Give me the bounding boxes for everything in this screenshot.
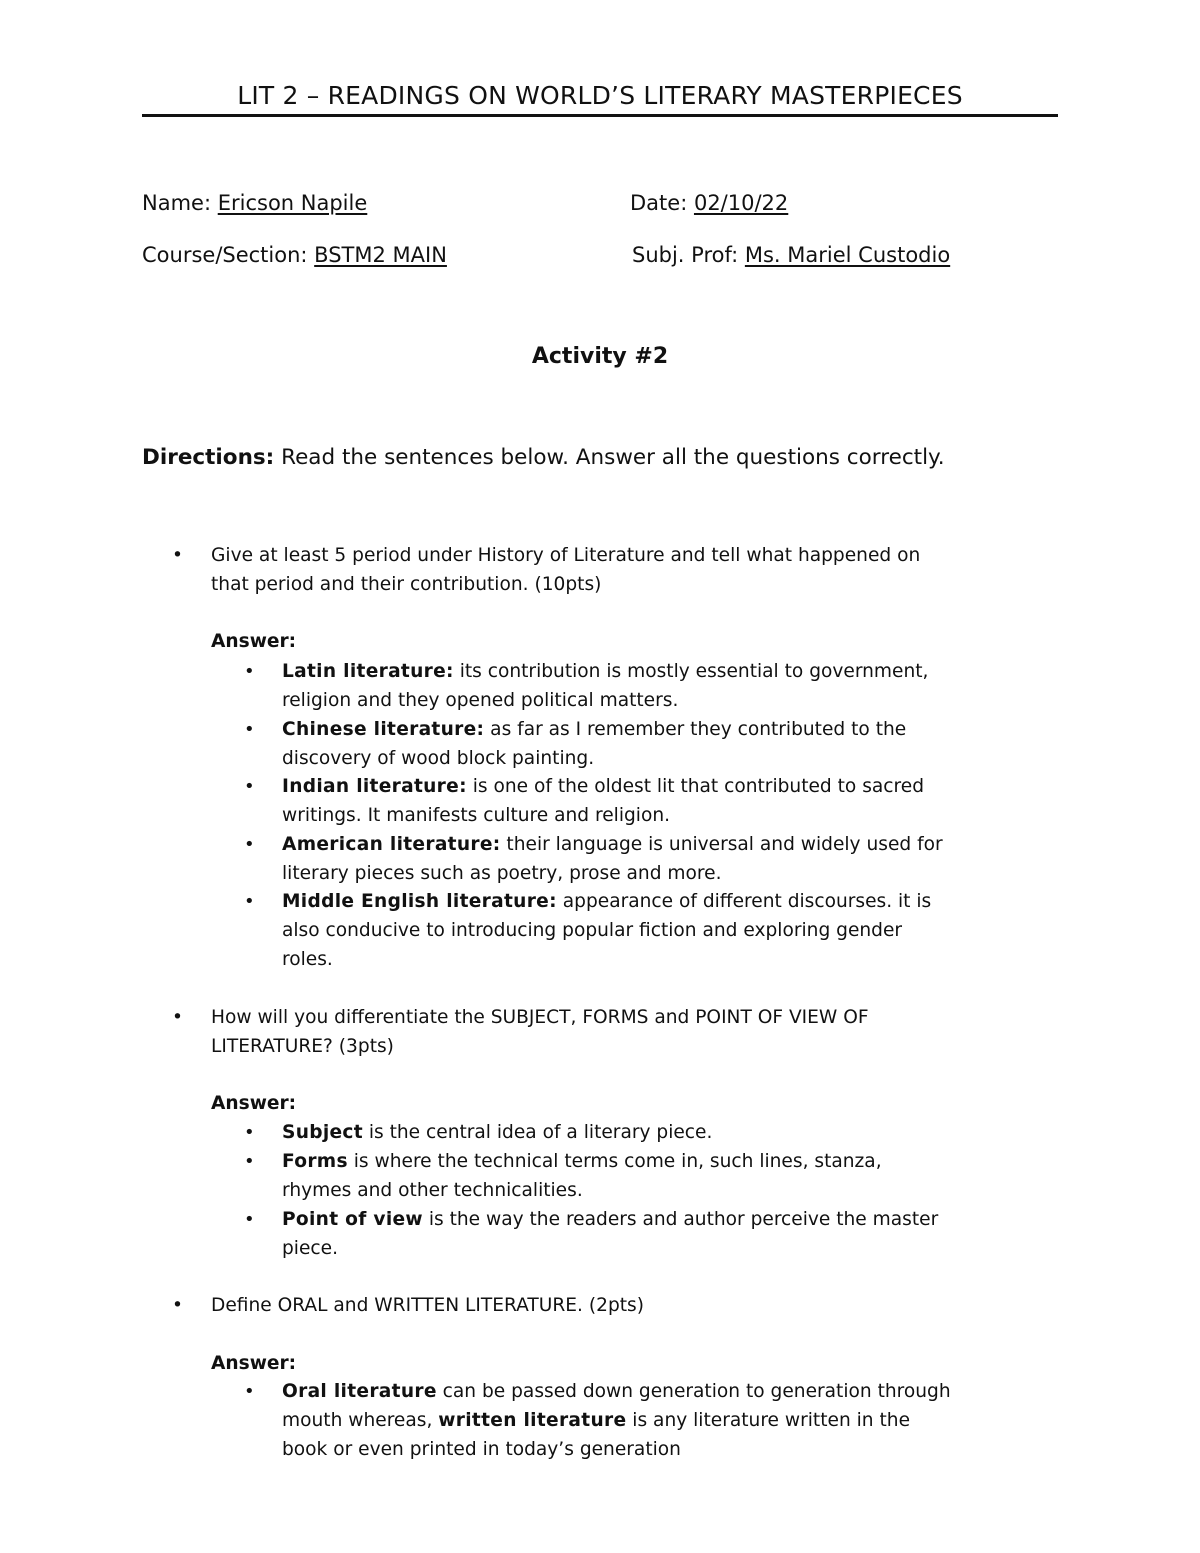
bullet-icon: • [244,1381,255,1402]
answer-text: mouth whereas, [282,1410,439,1431]
answer-term: Point of view [282,1209,423,1230]
answer-text: is where the technical terms come in, such lines, stanza, [347,1151,882,1172]
answer-term: Chinese literature: [282,719,485,740]
bullet-icon: • [172,545,183,566]
question-line: Give at least 5 period under History of Literature and tell what happened on [211,545,921,566]
bullet-icon: • [244,1122,255,1143]
bullet-icon: • [244,776,255,797]
answer-text: appearance of different discourses. it is [556,891,932,912]
professor-label: Subj. Prof: [632,243,745,267]
answer-term: Forms [282,1151,348,1172]
answer-text: is the way the readers and author perceive the master [422,1209,939,1230]
bullet-icon: • [244,891,255,912]
answer-text: its contribution is mostly essential to government, [453,661,929,682]
answer-text: rhymes and other technicalities. [282,1180,583,1201]
course-value: BSTM2 MAIN [314,243,447,267]
answer-text: writings. It manifests culture and religion. [282,805,671,826]
course-label: Course/Section: [142,243,315,267]
bullet-icon: • [172,1007,183,1028]
date-value: 02/10/22 [693,191,789,215]
course-field [142,241,447,269]
answer-text: is any literature written in the [626,1410,911,1431]
answer-text: is the central idea of a literary piece. [362,1122,713,1143]
answer-label: Answer: [211,1093,297,1114]
answer-text: also conducive to introducing popular fiction and exploring gender [282,920,903,941]
question-1-text [211,541,1051,599]
question-line: LITERATURE? (3pts) [211,1036,394,1057]
directions-label: Directions: [142,445,275,470]
title-underline [142,114,1058,117]
answer-term: Oral literature [282,1381,437,1402]
document-title: LIT 2 – READINGS ON WORLD’S LITERARY MASTERPIECES [237,81,963,110]
answer-term: Indian literature: [282,776,467,797]
answer-term: Subject [282,1122,363,1143]
name-field [142,189,367,217]
answer-text: their language is universal and widely used for [500,834,943,855]
answer-term: written literature [438,1410,627,1431]
answer-text: discovery of wood block painting. [282,748,595,769]
professor-field [632,241,950,269]
answer-term: Latin literature: [282,661,454,682]
question-line: that period and their contribution. (10pts) [211,574,602,595]
directions [142,443,945,473]
answer-term: American literature: [282,834,501,855]
answer-text: as far as I remember they contributed to the [484,719,907,740]
bullet-icon: • [172,1295,183,1316]
date-label: Date: [630,191,694,215]
answer-text: roles. [282,949,333,970]
bullet-icon: • [244,1209,255,1230]
bullet-icon: • [244,834,255,855]
answer-text: can be passed down generation to generation through [436,1381,951,1402]
answer-text: book or even printed in today’s generation [282,1439,681,1460]
bullet-icon: • [244,1151,255,1172]
question-3-text [211,1291,1051,1320]
name-value: Ericson Napile [217,191,368,215]
date-field [630,189,788,217]
answer-label: Answer: [211,1353,297,1374]
bullet-icon: • [244,661,255,682]
question-line: How will you differentiate the SUBJECT, FORMS and POINT OF VIEW OF [211,1007,869,1028]
professor-value: Ms. Mariel Custodio [744,243,951,267]
activity-heading: Activity #2 [531,344,669,369]
answer-text: literary pieces such as poetry, prose and more. [282,863,722,884]
directions-text: Read the sentences below. Answer all the questions correctly. [274,445,945,470]
question-2-text [211,1003,1051,1061]
answer-text: religion and they opened political matters. [282,690,679,711]
name-label: Name: [142,191,218,215]
bullet-icon: • [244,719,255,740]
answer-label: Answer: [211,631,297,652]
question-line: Define ORAL and WRITTEN LITERATURE. (2pts) [211,1295,644,1316]
answer-text: piece. [282,1238,338,1259]
answer-term: Middle English literature: [282,891,557,912]
answer-text: is one of the oldest lit that contributed to sacred [466,776,925,797]
